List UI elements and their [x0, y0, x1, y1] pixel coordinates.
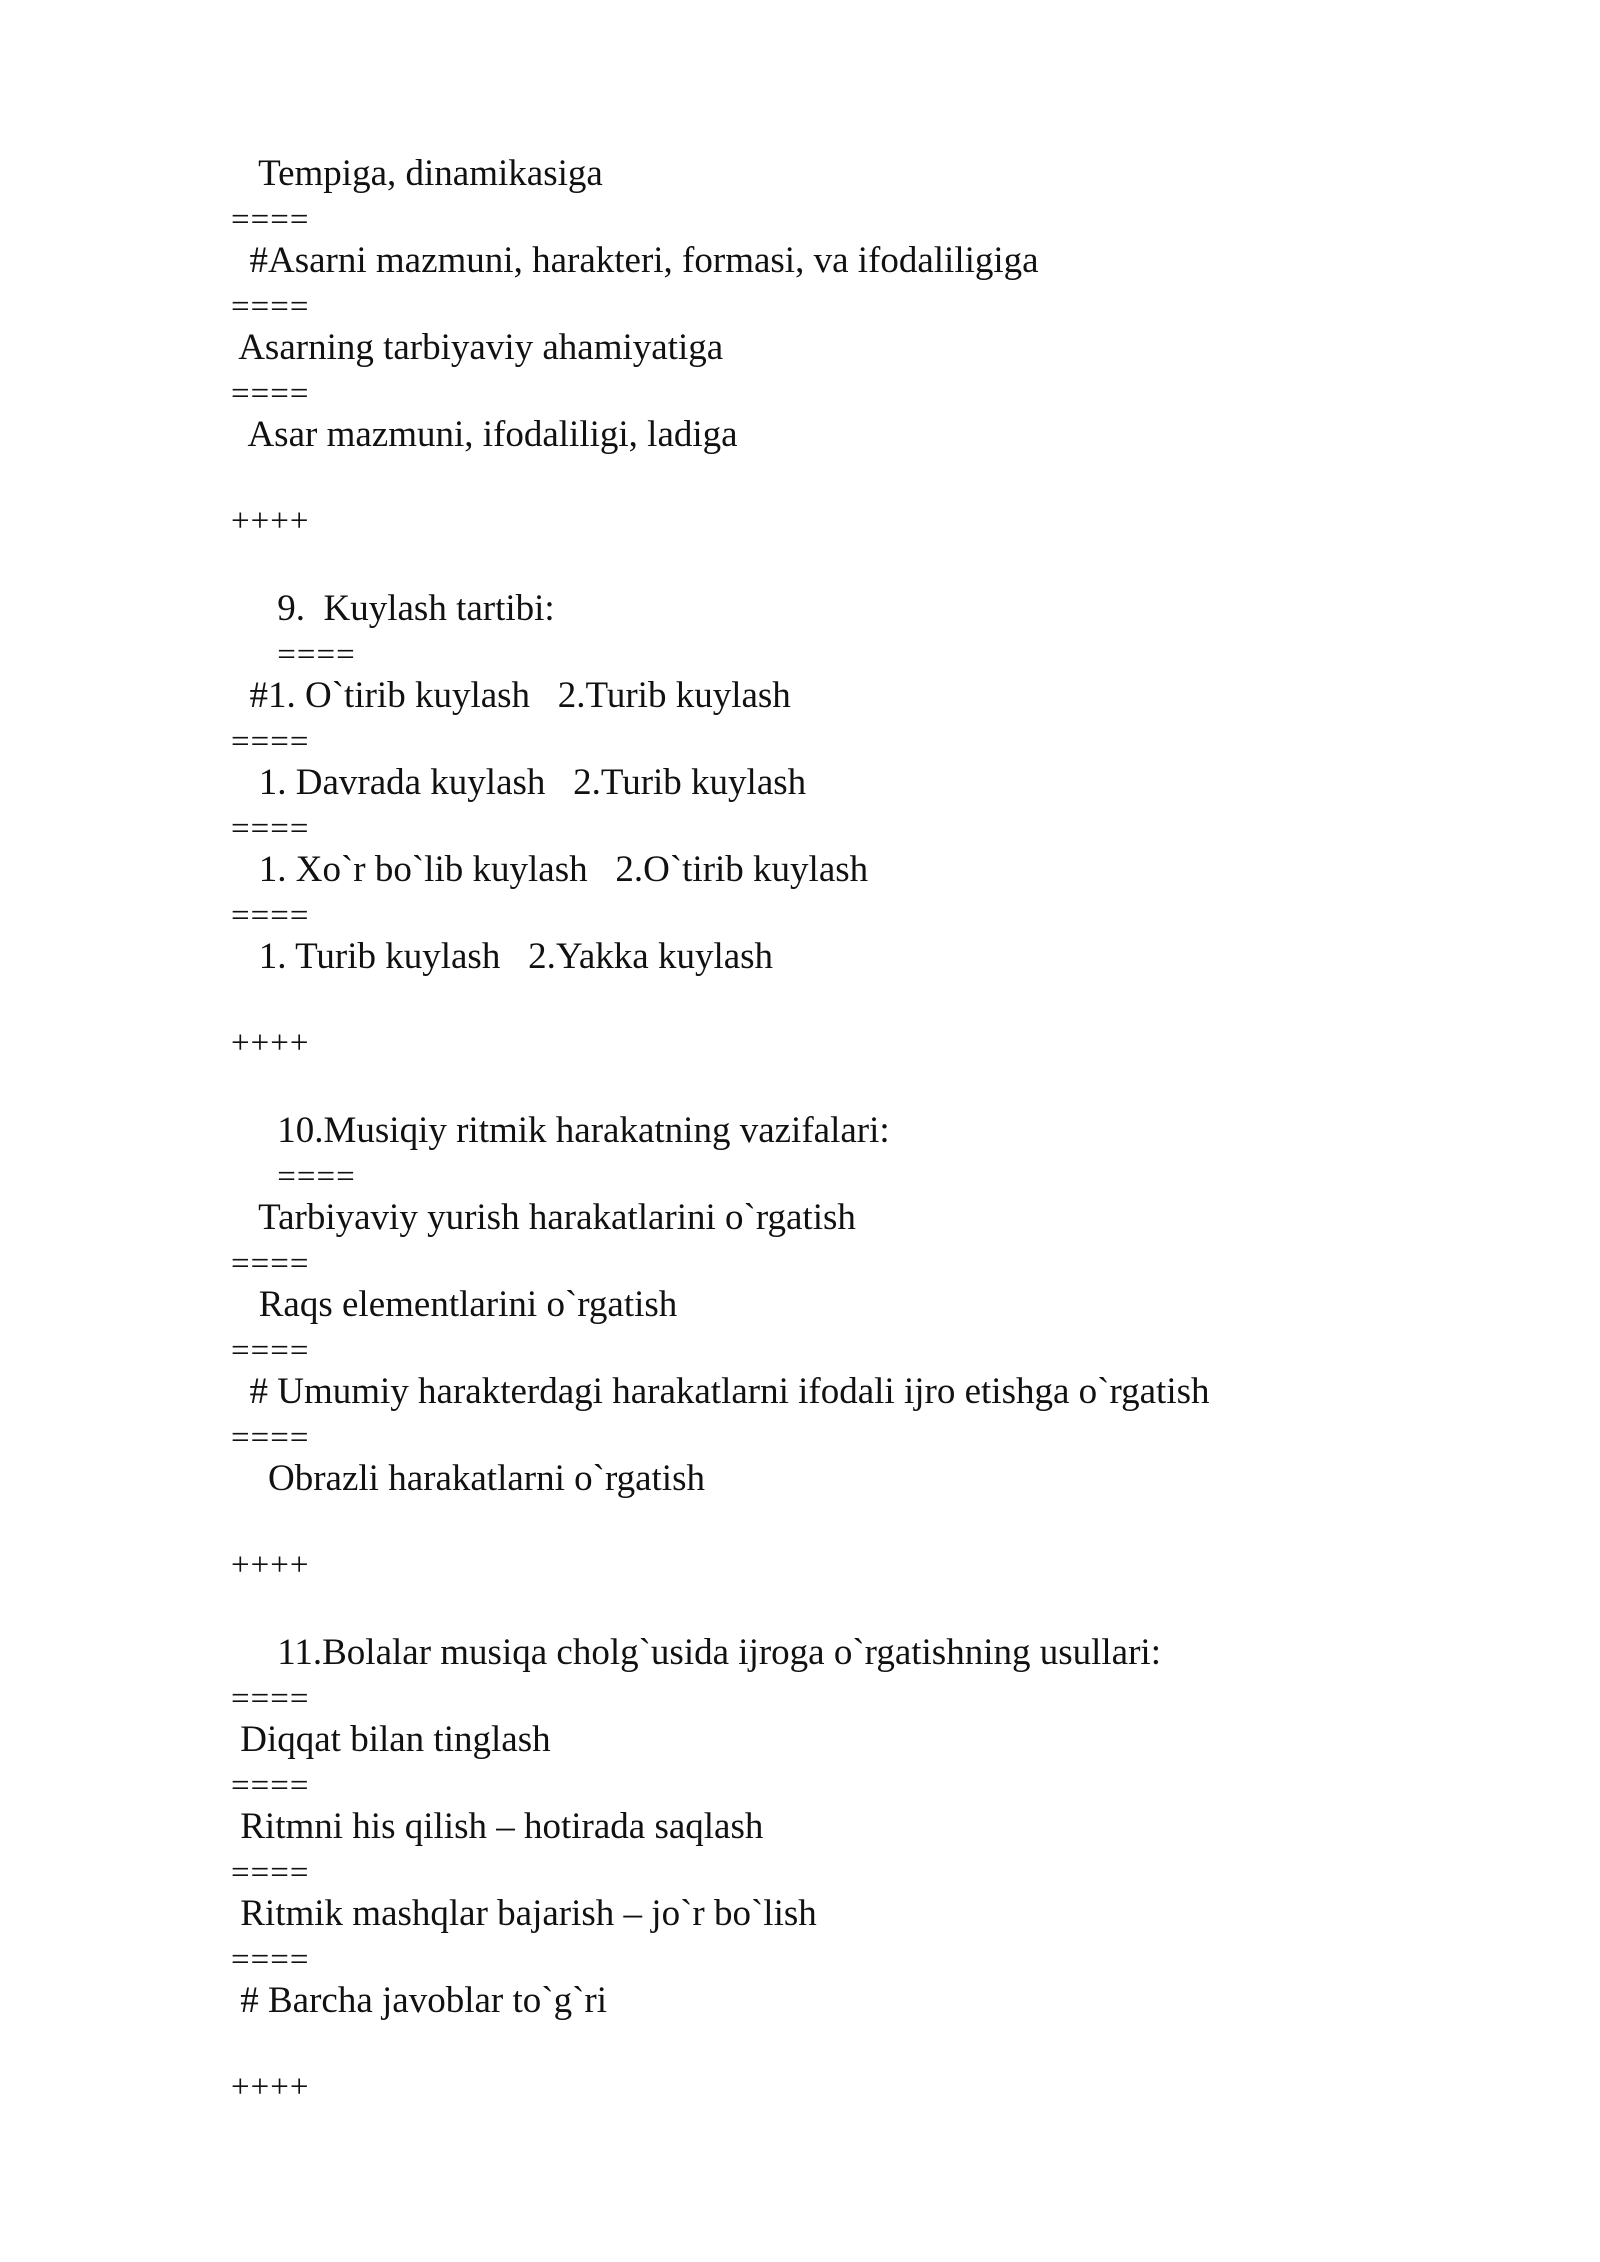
- separator: ====: [231, 1420, 310, 1456]
- question-end-marker: ++++: [231, 2069, 310, 2105]
- separator: ====: [231, 1855, 310, 1891]
- separator: ====: [231, 289, 310, 325]
- correct-answer-option: # Barcha javoblar to`g`ri: [231, 1980, 608, 2021]
- question-end-marker: ++++: [231, 1025, 310, 1061]
- correct-answer-option: # Umumiy harakterdagi harakatlarni ifodali ijro etishga o`rgatish: [231, 1371, 1210, 1412]
- answer-option: Obrazli harakatlarni o`rgatish: [231, 1458, 705, 1499]
- separator: ====: [231, 1333, 310, 1369]
- answer-option: Tempiga, dinamikasiga: [231, 153, 603, 194]
- answer-option: 1. Turib kuylash 2.Yakka kuylash: [231, 936, 774, 977]
- question-end-marker: ++++: [231, 1547, 310, 1583]
- answer-option: Raqs elementlarini o`rgatish: [231, 1284, 678, 1325]
- question-title: 9. Kuylash tartibi:: [231, 588, 555, 629]
- answer-option: 1. Xo`r bo`lib kuylash 2.O`tirib kuylash: [231, 849, 869, 890]
- correct-answer-option: #Asarni mazmuni, harakteri, formasi, va ifodaliligiga: [231, 240, 1039, 281]
- answer-option: Asar mazmuni, ifodaliligi, ladiga: [231, 414, 738, 455]
- answer-option: Diqqat bilan tinglash: [231, 1719, 551, 1760]
- separator: ====: [231, 1159, 356, 1195]
- question-title: 11.Bolalar musiqa cholg`usida ijroga o`rgatishning usullari:: [231, 1632, 1161, 1673]
- answer-option: Ritmik mashqlar bajarish – jo`r bo`lish: [231, 1893, 817, 1934]
- correct-answer-option: #1. O`tirib kuylash 2.Turib kuylash: [231, 675, 791, 716]
- separator: ====: [231, 724, 310, 760]
- answer-option: Tarbiyaviy yurish harakatlarini o`rgatish: [231, 1197, 856, 1238]
- separator: ====: [231, 1942, 310, 1978]
- separator: ====: [231, 1246, 310, 1282]
- separator: ====: [231, 1681, 310, 1717]
- answer-option: Asarning tarbiyaviy ahamiyatiga: [231, 327, 724, 368]
- separator: ====: [231, 376, 310, 412]
- question-end-marker: ++++: [231, 503, 310, 539]
- question-title: 10.Musiqiy ritmik harakatning vazifalari:: [231, 1110, 890, 1151]
- separator: ====: [231, 1768, 310, 1804]
- separator: ====: [231, 898, 310, 934]
- answer-option: Ritmni his qilish – hotirada saqlash: [231, 1806, 764, 1847]
- separator: ====: [231, 811, 310, 847]
- answer-option: 1. Davrada kuylash 2.Turib kuylash: [231, 762, 807, 803]
- separator: ====: [231, 637, 356, 673]
- separator: ====: [231, 202, 310, 238]
